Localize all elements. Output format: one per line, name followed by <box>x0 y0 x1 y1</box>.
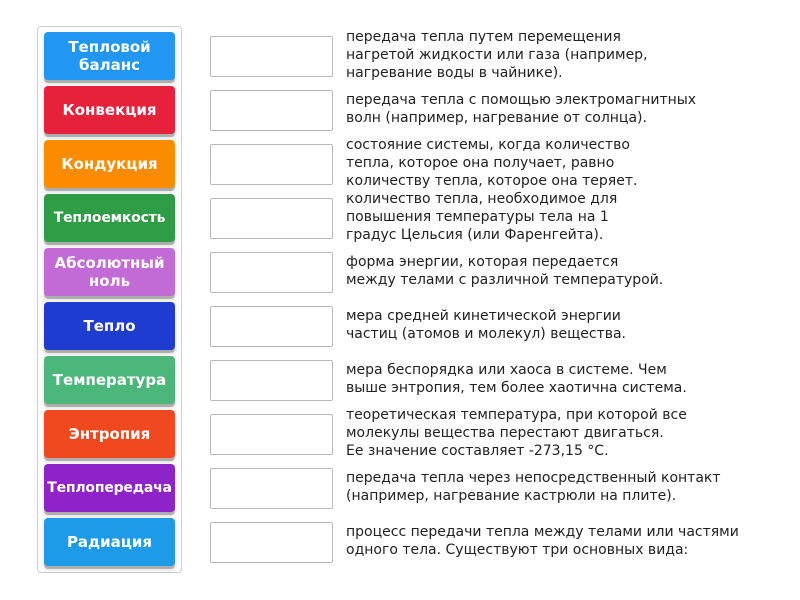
tile-heat[interactable] <box>44 302 175 350</box>
description-8: теоретическая температура, при которой все молекулы вещества перестают двигаться. Ее значение составляет -273,15 °C. <box>346 407 687 459</box>
drop-slot-4[interactable] <box>210 198 333 239</box>
tile-label: Конвекция <box>62 101 157 119</box>
drop-slot-2[interactable] <box>210 90 333 131</box>
tile-heat-capacity[interactable] <box>44 194 175 242</box>
tile-thermal-balance[interactable] <box>44 32 175 80</box>
description-1: передача тепла путем перемещения нагретой жидкости или газа (например, нагревание воды в чайнике). <box>346 29 648 81</box>
tile-label: Тепло <box>83 317 136 335</box>
tile-label: Радиация <box>66 533 153 551</box>
tile-entropy[interactable] <box>44 410 175 458</box>
tile-label: Энтропия <box>68 425 151 443</box>
description-4: количество тепла, необходимое для повышения температуры тела на 1 градус Цельсия (или Фаренгейта). <box>346 191 618 243</box>
tile-label: Температура <box>52 371 167 389</box>
tile-radiation[interactable] <box>44 518 175 566</box>
tile-temperature[interactable] <box>44 356 175 404</box>
tile-heat-transfer[interactable] <box>44 464 175 512</box>
tile-label: Теплоемкость <box>53 210 166 226</box>
tile-label: Абсолютный ноль <box>54 254 165 290</box>
tile-panel <box>37 26 182 573</box>
drop-slot-3[interactable] <box>210 144 333 185</box>
description-9: передача тепла через непосредственный контакт (например, нагревание кастрюли на плите). <box>346 470 721 504</box>
drop-slot-5[interactable] <box>210 252 333 293</box>
tile-conduction[interactable] <box>44 140 175 188</box>
description-10: процесс передачи тепла между телами или частями одного тела. Существуют три основных вида: <box>346 524 739 558</box>
drop-slot-6[interactable] <box>210 306 333 347</box>
description-5: форма энергии, которая передается между телами с различной температурой. <box>346 254 664 288</box>
drop-slot-10[interactable] <box>210 522 333 563</box>
tile-absolute-zero[interactable] <box>44 248 175 296</box>
description-7: мера беспорядка или хаоса в системе. Чем выше энтропия, тем более хаотична система. <box>346 362 687 396</box>
description-3: состояние системы, когда количество тепла, которое она получает, равно количеству тепла, которое она теряет. <box>346 137 638 189</box>
drop-slot-8[interactable] <box>210 414 333 455</box>
tile-label: Тепловой баланс <box>68 38 151 74</box>
tile-label: Кондукция <box>61 155 158 173</box>
drop-slot-9[interactable] <box>210 468 333 509</box>
description-6: мера средней кинетической энергии частиц (атомов и молекул) вещества. <box>346 308 627 342</box>
tile-convection[interactable] <box>44 86 175 134</box>
tile-label: Теплопередача <box>47 480 172 496</box>
description-2: передача тепла с помощью электромагнитных волн (например, нагревание от солнца). <box>346 92 697 126</box>
drop-slot-1[interactable] <box>210 36 333 77</box>
drop-slot-7[interactable] <box>210 360 333 401</box>
